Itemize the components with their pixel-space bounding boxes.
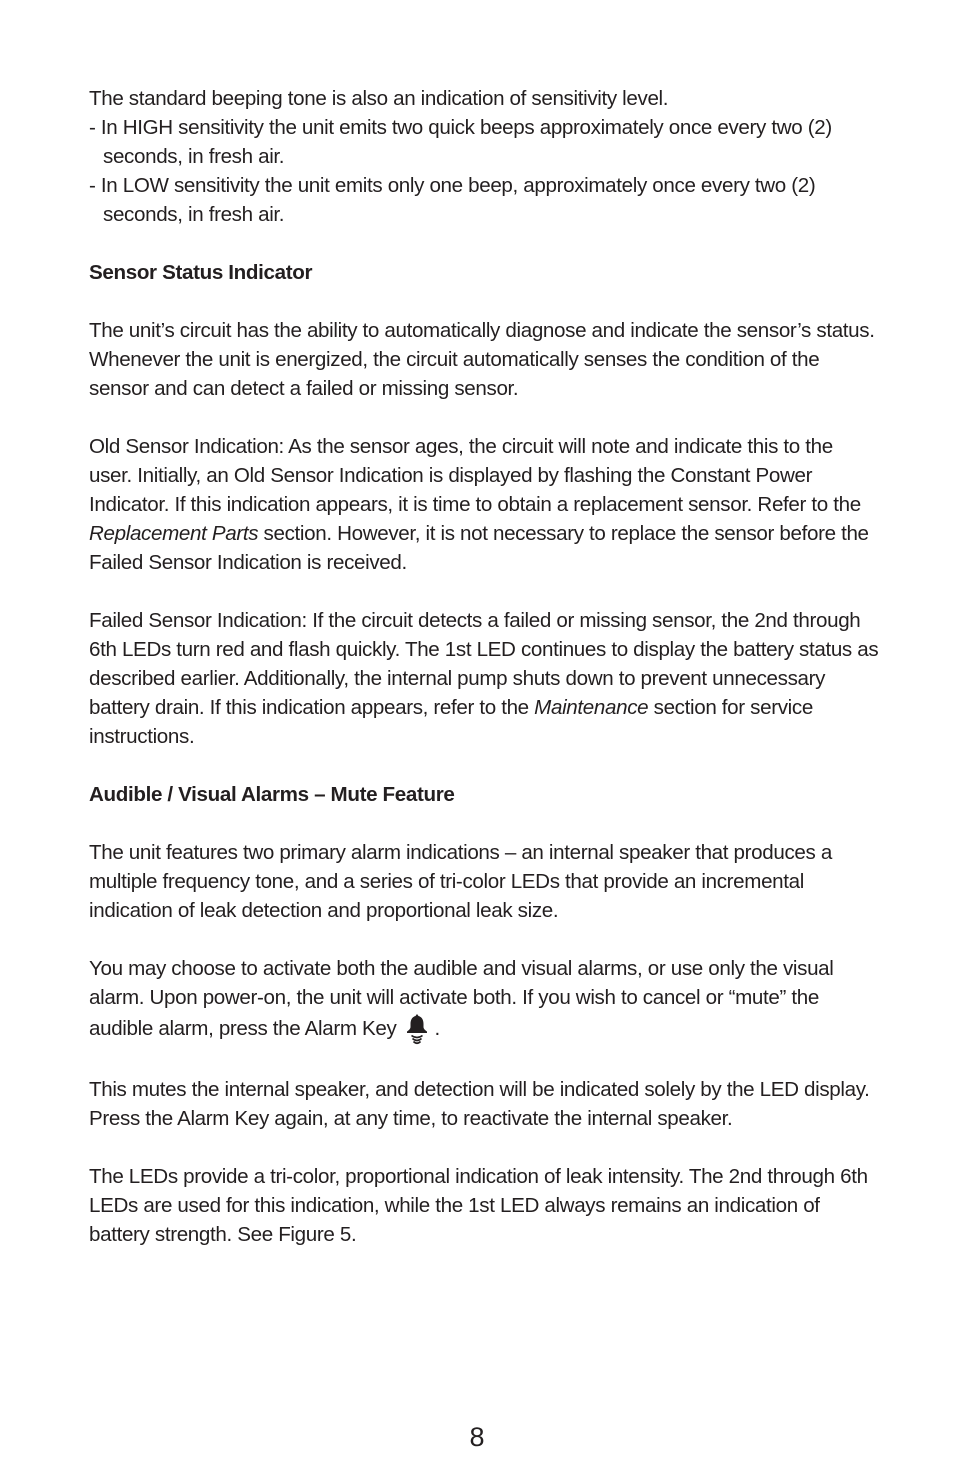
low-sensitivity-bullet: - In LOW sensitivity the unit emits only one beep, approximately once every two (2) seconds, in fresh air. <box>89 174 816 226</box>
high-sensitivity-bullet: - In HIGH sensitivity the unit emits two quick beeps approximately once every two (2) seconds, in fresh air. <box>89 116 832 168</box>
mute-effect-paragraph: This mutes the internal speaker, and detection will be indicated solely by the LED display. Press the Alarm Key again, at any time, to reactivate the internal speaker. <box>89 1078 870 1130</box>
old-sensor-paragraph: Old Sensor Indication: As the sensor ages, the circuit will note and indicate this to the user. Initially, an Old Sensor Indication is displayed by flashing the Constant Power Indicator. If this indication appears, it is time to obtain a replacement sensor. Refer to the Replacement Parts section. However, it is not necessary to replace the sensor before the Failed Sensor Indication is received. <box>89 435 869 574</box>
led-indication-paragraph: The LEDs provide a tri-color, proportional indication of leak intensity. The 2nd through 6th LEDs are used for this indication, while the 1st LED always remains an indication of battery strength. See Figure 5. <box>89 1165 868 1246</box>
alarm-key-icon <box>404 1012 430 1046</box>
manual-page-body <box>89 84 879 1249</box>
alarms-heading: Audible / Visual Alarms – Mute Feature <box>89 783 455 806</box>
replacement-parts-reference: Replacement Parts <box>89 522 259 545</box>
sensor-status-paragraph: The unit’s circuit has the ability to automatically diagnose and indicate the sensor’s status. Whenever the unit is energized, the circuit automatically senses the condition of the sensor and can detect a failed or missing sensor. <box>89 319 875 400</box>
page-number: 8 <box>469 1422 485 1452</box>
maintenance-reference: Maintenance <box>534 696 649 719</box>
failed-sensor-paragraph: Failed Sensor Indication: If the circuit detects a failed or missing sensor, the 2nd through 6th LEDs turn red and flash quickly. The 1st LED continues to display the battery status as described earlier. Additionally, the internal pump shuts down to prevent unnecessary battery drain. If this indication appears, refer to the Maintenance section for service instructions. <box>89 609 879 748</box>
alarm-indications-paragraph: The unit features two primary alarm indications – an internal speaker that produces a multiple frequency tone, and a series of tri-color LEDs that provide an incremental indication of leak detection and proportional leak size. <box>89 841 832 922</box>
mute-paragraph: You may choose to activate both the audible and visual alarms, or use only the visual alarm. Upon power-on, the unit will activate both. If you wish to cancel or “mute” the audible alarm, press the Alarm Key . <box>89 954 879 1046</box>
sensitivity-intro: The standard beeping tone is also an indication of sensitivity level. <box>89 87 669 110</box>
sensor-status-heading: Sensor Status Indicator <box>89 261 313 284</box>
